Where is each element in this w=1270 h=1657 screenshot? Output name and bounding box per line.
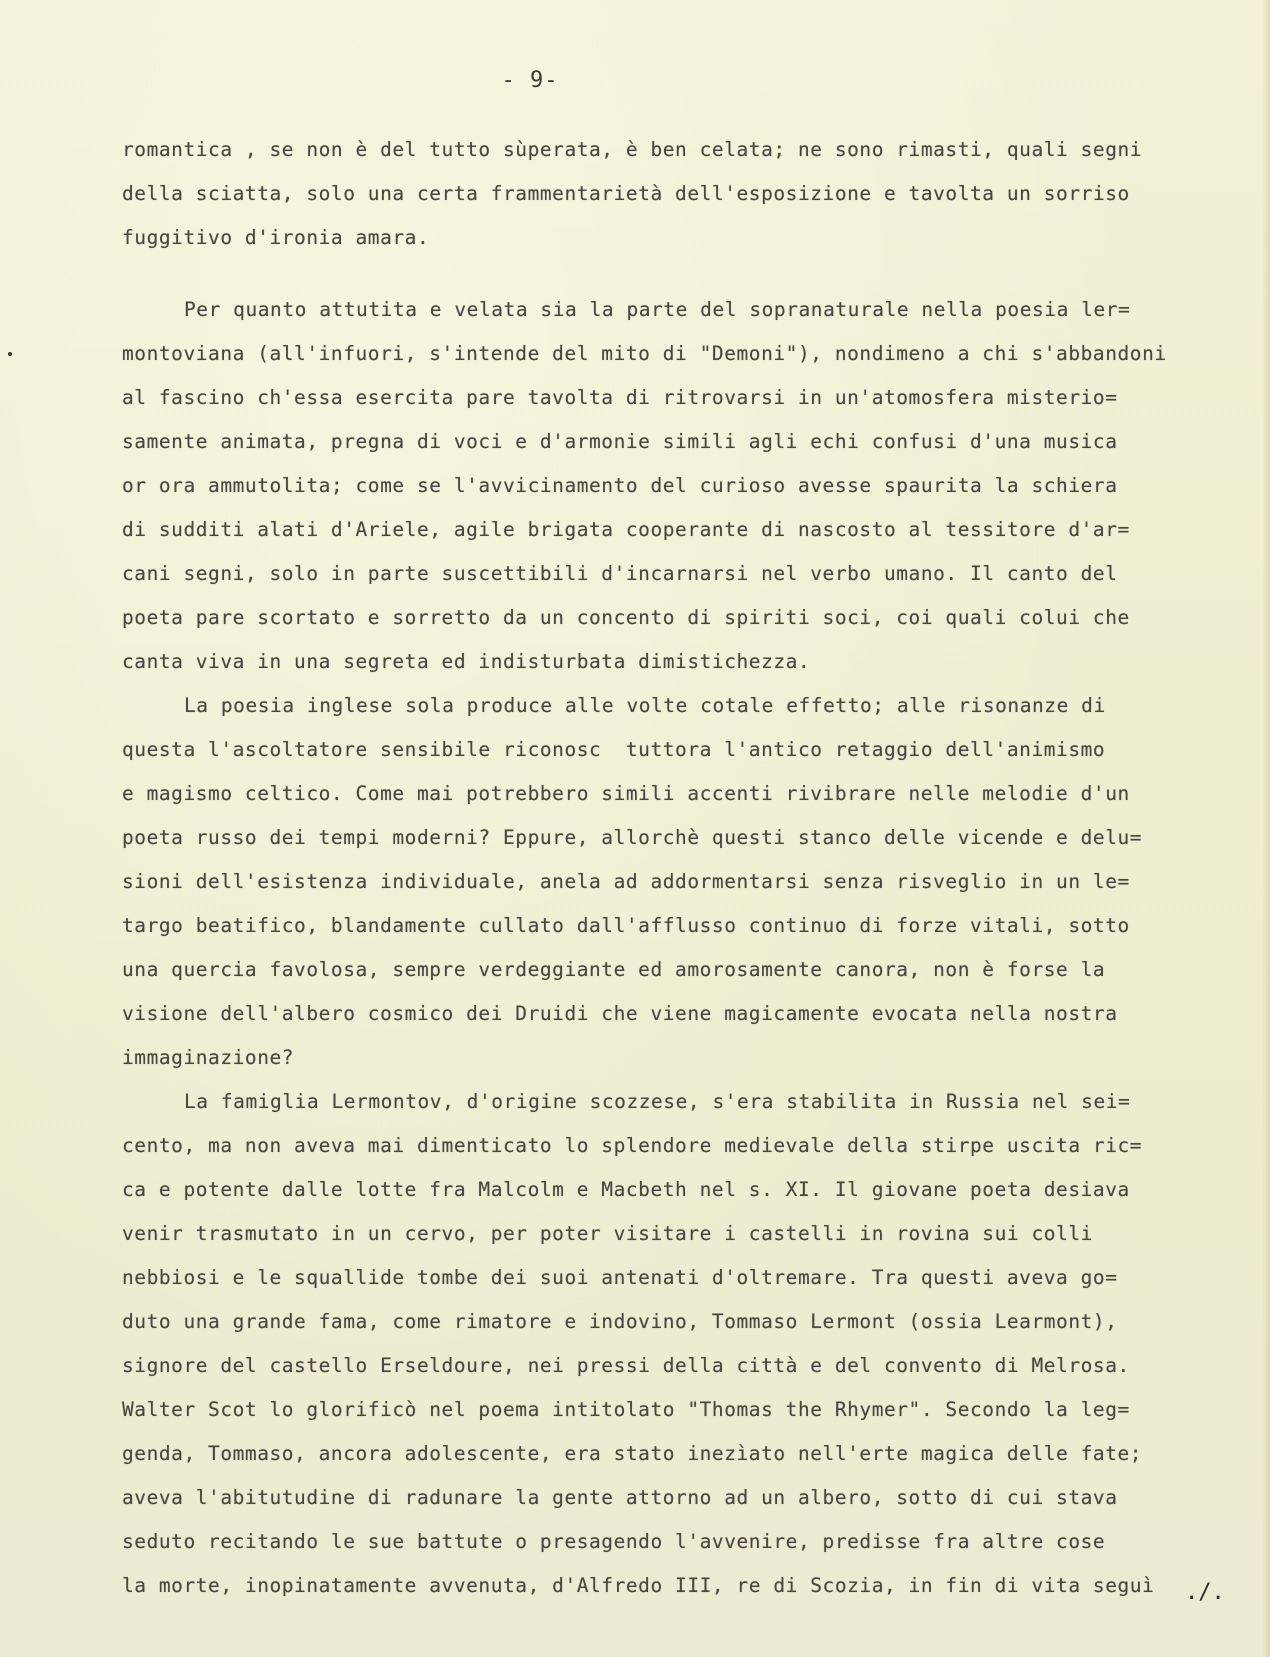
text-line: La poesia inglese sola produce alle volte cotale effetto; alle risonanze di	[184, 694, 1106, 717]
text-line: signore del castello Erseldoure, nei pressi della città e del convento di Melrosa.	[122, 1354, 1130, 1377]
text-line: genda, Tommaso, ancora adolescente, era stato inezìato nell'erte magica delle fate;	[122, 1442, 1143, 1465]
text-line: cani segni, solo in parte suscettibili d'incarnarsi nel verbo umano. Il canto del	[122, 562, 1118, 585]
text-line: visione dell'albero cosmico dei Druidi che viene magicamente evocata nella nostra	[122, 1002, 1118, 1025]
text-line: nebbiosi e le squallide tombe dei suoi antenati d'oltremare. Tra questi aveva go=	[122, 1266, 1118, 1289]
text-line: una quercia favolosa, sempre verdeggiante ed amorosamente canora, non è forse la	[122, 958, 1106, 981]
text-line: duto una grande fama, come rimatore e indovino, Tommaso Lermont (ossia Learmont),	[122, 1310, 1118, 1333]
text-line: immaginazione?	[122, 1046, 295, 1069]
text-line: samente animata, pregna di voci e d'armonie simili agli echi confusi d'una musica	[122, 430, 1118, 453]
text-line: la morte, inopinatamente avvenuta, d'Alfredo III, re di Scozia, in fin di vita seguì	[122, 1574, 1155, 1597]
text-line: venir trasmutato in un cervo, per poter visitare i castelli in rovina sui colli	[122, 1222, 1093, 1245]
text-line: Per quanto attutita e velata sia la parte del sopranaturale nella poesia ler=	[184, 298, 1131, 321]
text-line: canta viva in una segreta ed indisturbata dimistichezza.	[122, 650, 811, 673]
text-line: della sciatta, solo una certa frammentarietà dell'esposizione e tavolta un sorriso	[122, 182, 1130, 205]
text-line: montoviana (all'infuori, s'intende del mito di "Demoni"), nondimeno a chi s'abbandoni	[122, 342, 1167, 365]
text-line: poeta russo dei tempi moderni? Eppure, allorchè questi stanco delle vicende e delu=	[122, 826, 1143, 849]
text-line: ca e potente dalle lotte fra Malcolm e Macbeth nel s. XI. Il giovane poeta desiava	[122, 1178, 1130, 1201]
text-line: targo beatifico, blandamente cullato dall'afflusso continuo di forze vitali, sotto	[122, 914, 1130, 937]
text-line: fuggitivo d'ironia amara.	[122, 226, 430, 249]
text-line: al fascino ch'essa esercita pare tavolta di ritrovarsi in un'atomosfera misterio=	[122, 386, 1118, 409]
paragraph-gap	[122, 260, 1242, 288]
text-line: questa l'ascoltatore sensibile riconosc tuttora l'antico retaggio dell'animismo	[122, 738, 1106, 761]
text-line: e magismo celtico. Come mai potrebbero simili accenti rivibrare nelle melodie d'un	[122, 782, 1130, 805]
body-text	[122, 128, 1242, 1608]
text-line: di sudditi alati d'Ariele, agile brigata cooperante di nascosto al tessitore d'ar=	[122, 518, 1130, 541]
text-line: aveva l'abitutudine di radunare la gente attorno ad un albero, sotto di cui stava	[122, 1486, 1118, 1509]
text-line: or ora ammutolita; come se l'avvicinamento del curioso avesse spaurita la schiera	[122, 474, 1118, 497]
text-line: sioni dell'esistenza individuale, anela ad addormentarsi senza risveglio in un le=	[122, 870, 1130, 893]
text-line: Walter Scot lo glorificò nel poema intitolato "Thomas the Rhymer". Secondo la leg=	[122, 1398, 1130, 1421]
text-line: cento, ma non aveva mai dimenticato lo splendore medievale della stirpe uscita ric=	[122, 1134, 1143, 1157]
text-line: seduto recitando le sue battute o presagendo l'avvenire, predisse fra altre cose	[122, 1530, 1106, 1553]
page-number: - 9-	[501, 68, 559, 93]
text-line: romantica , se non è del tutto sùperata, è ben celata; ne sono rimasti, quali segni	[122, 138, 1143, 161]
text-line: poeta pare scortato e sorretto da un concento di spiriti soci, coi quali colui che	[122, 606, 1130, 629]
margin-ink-dot	[8, 352, 12, 356]
paper-edge-shading	[1262, 0, 1270, 1657]
text-line: La famiglia Lermontov, d'origine scozzese, s'era stabilita in Russia nel sei=	[184, 1090, 1131, 1113]
continuation-mark: ./.	[1185, 1580, 1225, 1605]
